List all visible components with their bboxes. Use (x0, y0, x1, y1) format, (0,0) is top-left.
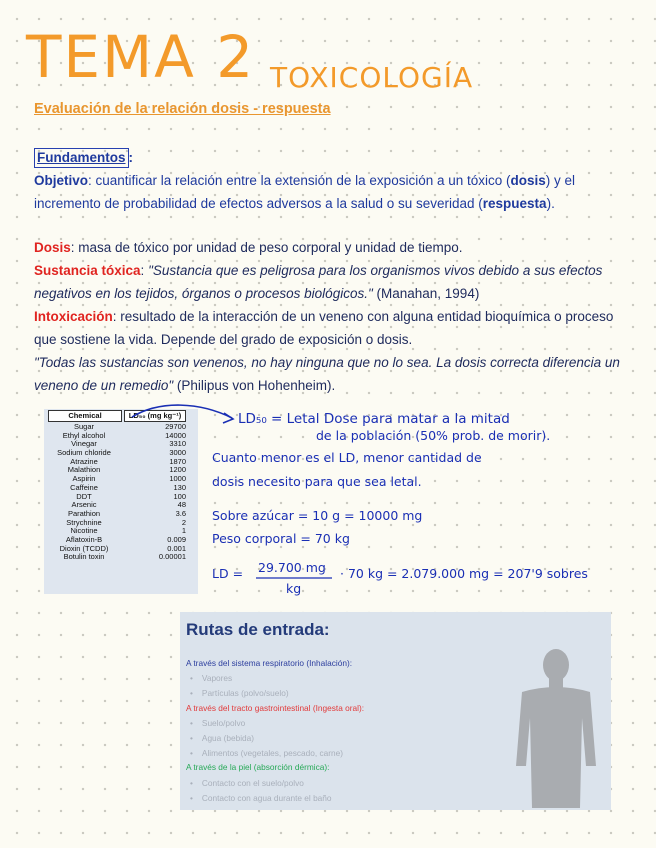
ld50-cell: 48 (177, 500, 186, 510)
ld50-cell: 100 (173, 491, 186, 501)
paracelso-quote: "Todas las sustancias son venenos, no hay ninguna que no lo sea. La dosis correcta diferencia un veneno de un remedio" (Philipus von Hohenheim). (34, 355, 620, 393)
chemical-cell: Dioxin (TCDD) (59, 543, 109, 553)
ld50-cell: 14000 (165, 430, 186, 440)
chemical-cell: Aflatoxin-B (65, 534, 103, 544)
chemical-cell: DDT (76, 491, 92, 501)
rutas-panel (180, 612, 611, 810)
list-item: • Agua (bebida) (190, 733, 254, 743)
chemical-cell: Vinegar (71, 439, 97, 449)
intoxicacion-definition: Intoxicación: resultado de la interacción de un veneno con alguna entidad bioquímica o proceso que sostiene la vida. Depende del grado de exposición o dosis. (34, 309, 614, 347)
section-title: Evaluación de la relación dosis - respuesta (34, 101, 331, 117)
ld50-cell: 3.6 (175, 508, 186, 518)
chemical-cell: Sugar (73, 422, 94, 431)
chemical-cell: Ethyl alcohol (62, 430, 106, 440)
note-calc-denominator: kg (286, 581, 302, 596)
objetivo-paragraph: Objetivo: cuantificar la relación entre la extensión de la exposición a un tóxico (dosis) y el incremento de probabilidad de efectos adversos a la salud o su severidad (respuesta). (34, 173, 576, 211)
ld50-cell: 1200 (169, 465, 186, 475)
gastro-heading: A través del tracto gastrointestinal (Ingesta oral): (186, 703, 365, 713)
ld50-cell: 3310 (169, 439, 186, 449)
chemical-cell: Strychnine (66, 517, 102, 527)
human-silhouette-icon (506, 648, 606, 808)
chemical-cell: Atrazine (70, 456, 98, 466)
note-cuanto-line1: Cuanto menor es el LD, menor cantidad de (212, 450, 482, 465)
ld50-cell: 29700 (165, 422, 186, 431)
ld50-cell: 0.009 (167, 534, 186, 544)
col-chemical: Chemical (48, 410, 122, 422)
list-item: • Vapores (190, 673, 232, 683)
note-calc-numerator: 29.700 mg (258, 560, 326, 575)
chemical-cell: Caffeine (70, 482, 98, 492)
ld50-cell: 3000 (169, 448, 186, 458)
chemical-cell: Parathion (67, 508, 101, 518)
list-item: • Partículas (polvo/suelo) (190, 688, 289, 698)
ld50-cell: 1 (181, 526, 186, 536)
chemical-cell: Botulin toxin (63, 552, 105, 562)
chemical-cell: Aspirin (72, 474, 96, 484)
skin-heading: A través de la piel (absorción dérmica): (186, 762, 330, 772)
dosis-definition: Dosis: masa de tóxico por unidad de peso corporal y unidad de tiempo. (34, 240, 463, 255)
note-calc-lhs: LD = (212, 566, 244, 581)
note-ld50-line2: de la población (50% prob. de morir). (316, 428, 551, 443)
ld50-arrow (132, 405, 232, 418)
resp-heading: A través del sistema respiratorio (Inhalación): (186, 658, 353, 668)
note-ld50-line1: LD₅₀ = Letal Dose para matar a la mitad (238, 411, 510, 427)
ld50-cell: 0.00001 (158, 552, 186, 562)
rutas-title: Rutas de entrada: (186, 620, 330, 639)
sustancia-definition: Sustancia tóxica: "Sustancia que es peligrosa para los organismos vivos debido a sus efectos negativos en los tejidos, órganos o procesos biológicos." (Manahan, 1994) (34, 263, 603, 301)
ld50-cell: 1870 (169, 456, 186, 466)
note-cuanto-line2: dosis necesito para que sea letal. (212, 474, 422, 489)
col-ld50: LD₅₀ (mg kg⁻¹) (124, 410, 186, 422)
chemical-cell: Sodium chloride (57, 448, 111, 458)
page-title: TEMA 2 (26, 23, 256, 91)
chemical-cell: Malathion (67, 465, 101, 475)
list-item: • Contacto con agua durante el baño (190, 793, 332, 803)
list-item: • Alimentos (vegetales, pescado, carne) (190, 748, 343, 758)
ld50-cell: 1000 (169, 474, 186, 484)
list-item: • Suelo/polvo (190, 718, 245, 728)
chemical-cell: Arsenic (71, 500, 97, 510)
note-calc-rhs: · 70 kg = 2.079.000 mg = 207'9 sobres (340, 566, 588, 581)
ld50-cell: 130 (173, 482, 186, 492)
chemical-cell: Nicotine (70, 526, 98, 536)
note-peso: Peso corporal = 70 kg (212, 531, 350, 546)
page-subtitle: TOXICOLOGÍA (270, 61, 474, 94)
fundamentos-block: Fundamentos : Objetivo: cuantificar la relación entre la extensión de la exposición a un tóxico (dosis) y el incremento de probabilidad de efectos adversos a la salud o su severidad (respuesta). (34, 146, 634, 215)
ld50-cell: 0.001 (167, 543, 186, 553)
ld50-cell: 2 (181, 517, 186, 527)
list-item: • Contacto con el suelo/polvo (190, 778, 304, 788)
note-sobre: Sobre azúcar = 10 g = 10000 mg (212, 508, 423, 523)
fundamentos-heading: Fundamentos (34, 148, 129, 168)
